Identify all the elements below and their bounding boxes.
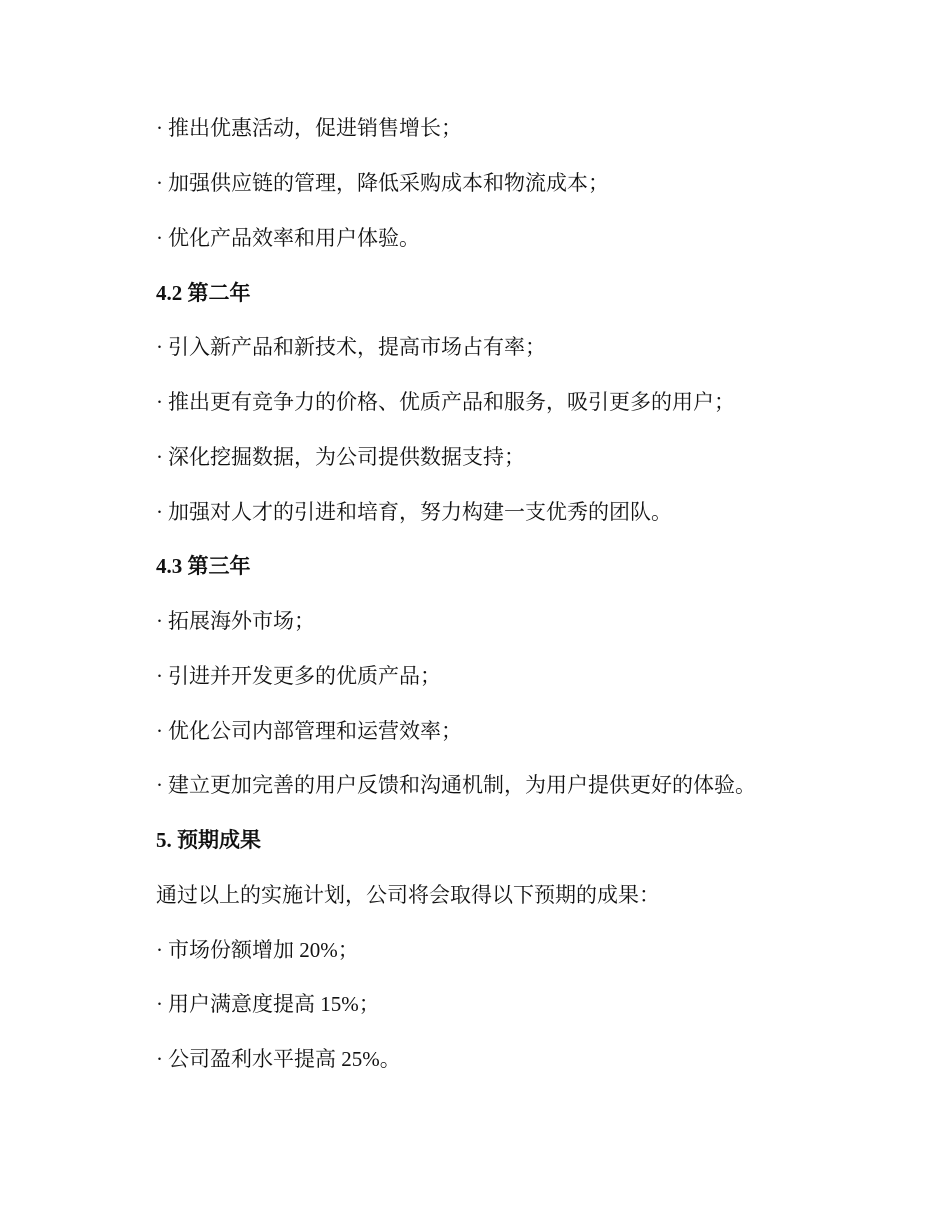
list-item [156, 1045, 401, 1073]
list-item-text: 市场份额增加 20%； [168, 938, 359, 962]
bullet-icon: · [156, 719, 163, 743]
bullet-icon: · [156, 116, 163, 140]
bullet-icon: · [156, 335, 163, 359]
list-item [156, 498, 672, 526]
bullet-icon: · [156, 226, 163, 250]
bullet-icon: · [156, 773, 163, 797]
list-item [156, 990, 380, 1018]
list-item [156, 771, 756, 799]
list-item-text: 优化产品效率和用户体验。 [168, 226, 420, 250]
list-item [156, 224, 420, 252]
bullet-icon: · [156, 992, 163, 1016]
list-item-text: 拓展海外市场； [168, 609, 315, 633]
list-item-text: 加强对人才的引进和培育，努力构建一支优秀的团队。 [168, 500, 672, 524]
list-item-text: 深化挖掘数据，为公司提供数据支持； [168, 445, 525, 469]
bullet-icon: · [156, 1047, 163, 1071]
list-item-text: 建立更加完善的用户反馈和沟通机制，为用户提供更好的体验。 [168, 773, 756, 797]
list-item [156, 607, 315, 635]
list-item [156, 333, 546, 361]
bullet-icon: · [156, 500, 163, 524]
bullet-icon: · [156, 445, 163, 469]
list-item [156, 169, 609, 197]
section-heading-year2: 4.2 第二年 [156, 281, 251, 305]
bullet-icon: · [156, 938, 163, 962]
results-intro: 通过以上的实施计划，公司将会取得以下预期的成果： [156, 883, 660, 907]
list-item [156, 936, 359, 964]
list-item [156, 443, 525, 471]
list-item-text: 优化公司内部管理和运营效率； [168, 719, 462, 743]
list-item-text: 引进并开发更多的优质产品； [168, 664, 441, 688]
list-item-text: 公司盈利水平提高 25%。 [168, 1047, 401, 1071]
bullet-icon: · [156, 664, 163, 688]
bullet-icon: · [156, 609, 163, 633]
list-item [156, 717, 462, 745]
bullet-icon: · [156, 390, 163, 414]
list-item-text: 加强供应链的管理，降低采购成本和物流成本； [168, 171, 609, 195]
section-heading-year3: 4.3 第三年 [156, 554, 251, 578]
list-item-text: 用户满意度提高 15%； [168, 992, 380, 1016]
list-item [156, 388, 735, 416]
list-item-text: 推出优惠活动，促进销售增长； [168, 116, 462, 140]
bullet-icon: · [156, 171, 163, 195]
list-item-text: 引入新产品和新技术，提高市场占有率； [168, 335, 546, 359]
list-item [156, 662, 441, 690]
list-item [156, 114, 462, 142]
section-heading-results: 5. 预期成果 [156, 828, 261, 852]
list-item-text: 推出更有竞争力的价格、优质产品和服务，吸引更多的用户； [168, 390, 735, 414]
